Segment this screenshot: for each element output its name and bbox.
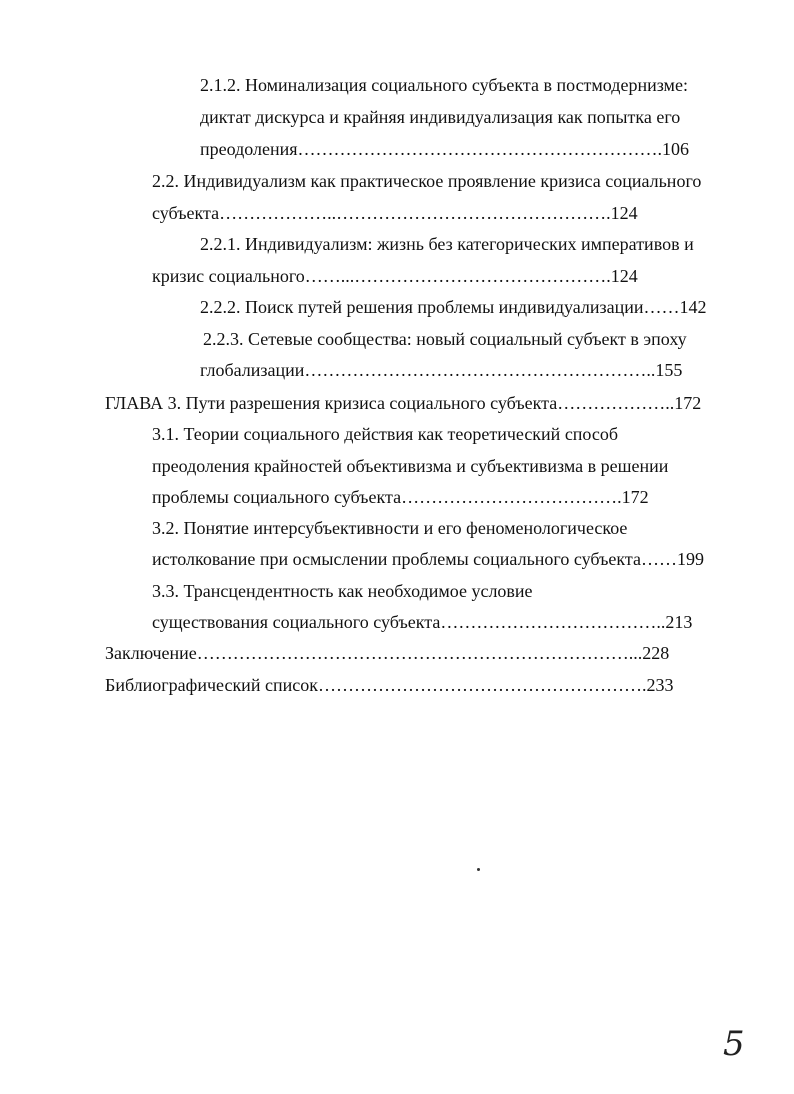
handwritten-page-number: 5 — [723, 1024, 745, 1064]
toc-line-2-2-1-part2: кризис социального……...…………………………………….124 — [152, 266, 638, 286]
toc-line-chapter-3: ГЛАВА 3. Пути разрешения кризиса социального субъекта………………..172 — [105, 393, 702, 413]
toc-line-2-2-3-part2: глобализации…………………………………………………..155 — [200, 360, 683, 380]
toc-line-2-2-2: 2.2.2. Поиск путей решения проблемы индивидуализации……142 — [200, 297, 707, 317]
toc-line-2-1-2-part1: 2.1.2. Номинализация социального субъекта в постмодернизме: — [200, 75, 688, 95]
toc-line-3-1-part3: проблемы социального субъекта……………………………….172 — [152, 487, 649, 507]
toc-line-2-2-part1: 2.2. Индивидуализм как практическое проявление кризиса социального — [152, 171, 702, 191]
toc-line-bibliography: Библиографический список……………………………………………….233 — [105, 675, 674, 695]
toc-line-3-2-part2: истолкование при осмыслении проблемы социального субъекта……199 — [152, 549, 704, 569]
toc-line-2-2-1-part1: 2.2.1. Индивидуализм: жизнь без категорических императивов и — [200, 234, 694, 254]
toc-line-2-1-2-part2: диктат дискурса и крайняя индивидуализация как попытка его — [200, 107, 681, 127]
toc-line-3-2-part1: 3.2. Понятие интерсубъективности и его феноменологическое — [152, 518, 628, 538]
toc-line-3-3-part2: существования социального субъекта………………………………..213 — [152, 612, 693, 632]
toc-line-2-2-3-part1: 2.2.3. Сетевые сообщества: новый социальный субъект в эпоху — [203, 329, 687, 349]
toc-line-conclusion: Заключение………………………………………………………………...228 — [105, 643, 670, 663]
scan-speck — [477, 868, 480, 871]
toc-line-3-3-part1: 3.3. Трансцендентность как необходимое условие — [152, 581, 533, 601]
toc-line-2-1-2-part3: преодоления…………………………………………………….106 — [200, 139, 690, 159]
toc-line-2-2-part2: субъекта………………..……………………………………….124 — [152, 203, 638, 223]
toc-line-3-1-part1: 3.1. Теории социального действия как теоретический способ — [152, 424, 619, 444]
toc-line-3-1-part2: преодоления крайностей объективизма и субъективизма в решении — [152, 456, 669, 476]
